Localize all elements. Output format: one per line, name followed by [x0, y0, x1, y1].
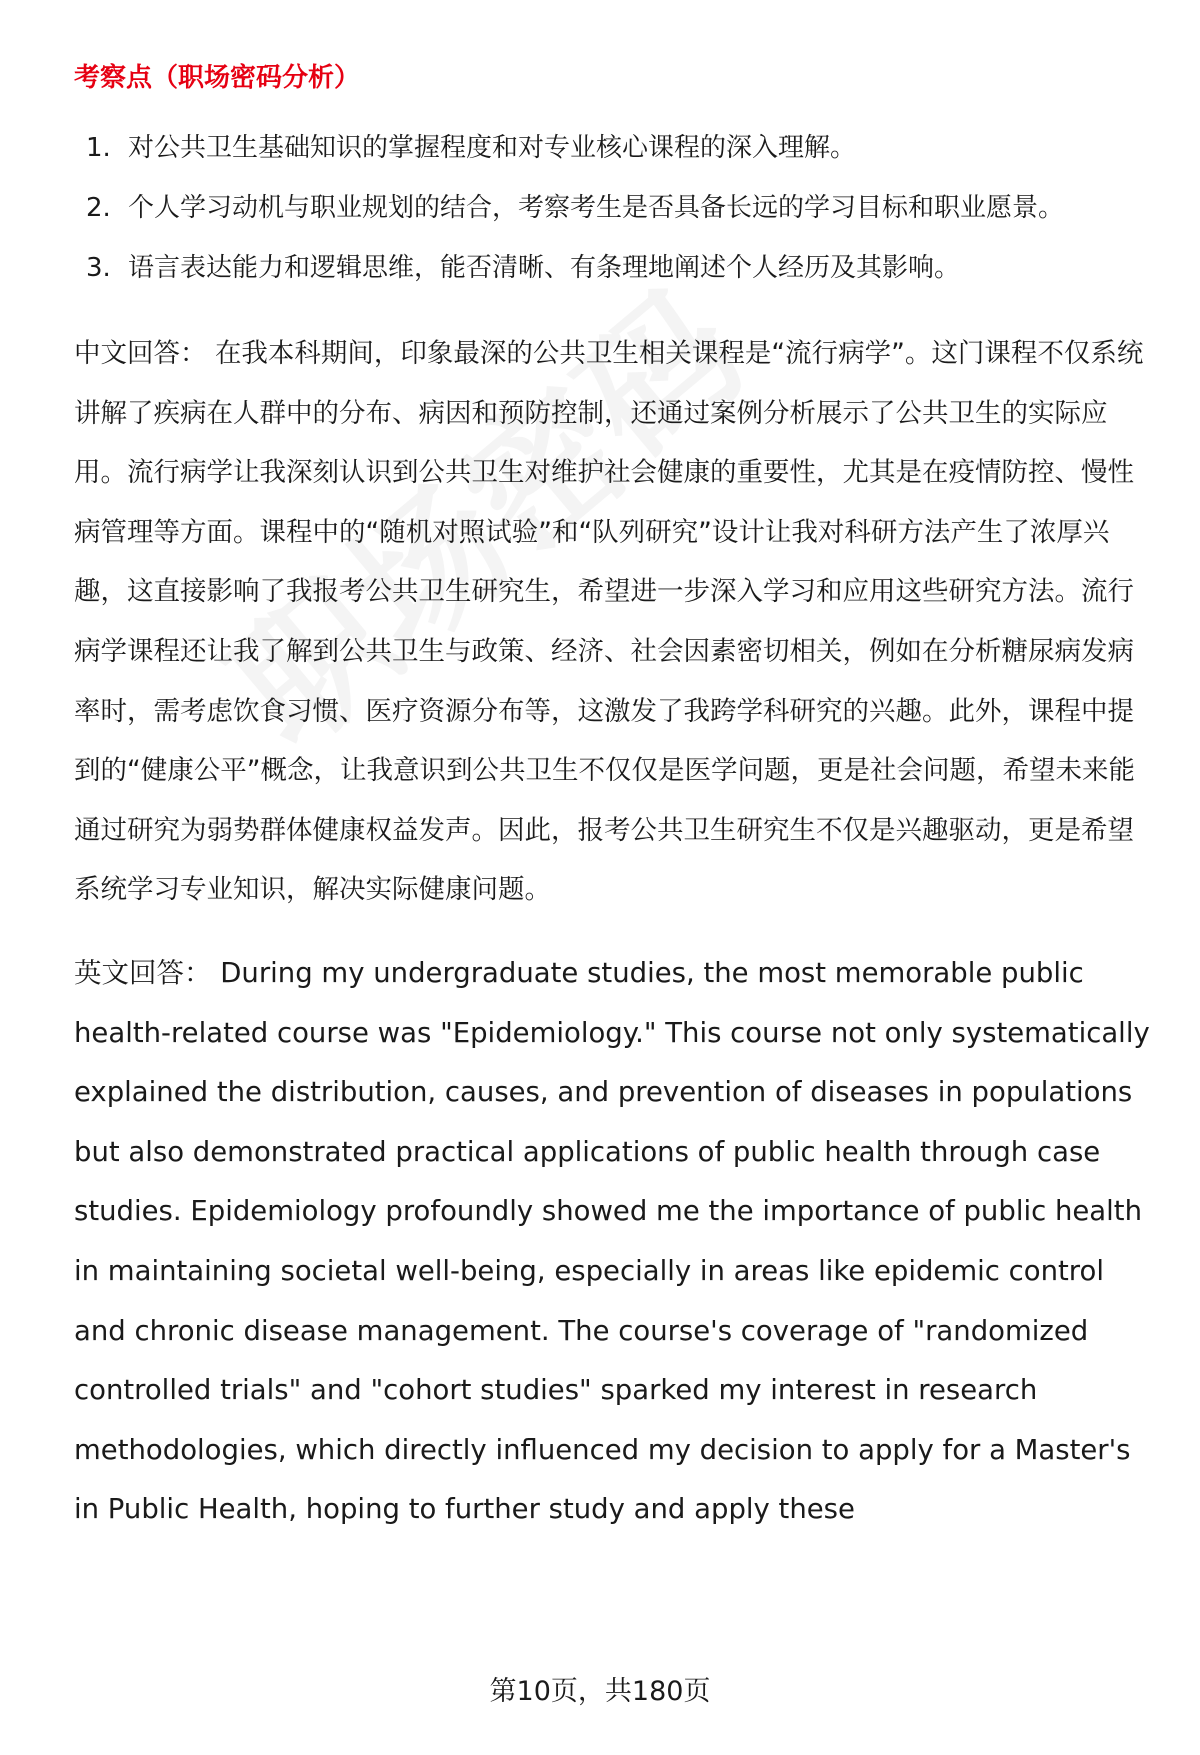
list-item [74, 118, 1160, 178]
list-item-number: 2. [86, 193, 111, 223]
list-item-text: 语言表达能力和逻辑思维，能否清晰、有条理地阐述个人经历及其影响。 [128, 253, 961, 283]
list-item-text: 个人学习动机与职业规划的结合，考察考生是否具备长远的学习目标和职业愿景。 [128, 193, 1065, 223]
chinese-answer-text: 在我本科期间，印象最深的公共卫生相关课程是“流行病学”。这门课程不仅系统讲解了疾病在人群中的分布、病因和预防控制，还通过案例分析展示了公共卫生的实际应用。流行病学让我深刻认识到公共卫生对维护社会健康的重要性，尤其是在疫情防控、慢性病管理等方面。课程中的“随机对照试验”和“队列研究”设计让我对科研方法产生了浓厚兴趣，这直接影响了我报考公共卫生研究生，希望进一步深入学习和应用这些研究方法。流行病学课程还让我了解到公共卫生与政策、经济、社会因素密切相关，例如在分析糖尿病发病率时，需考虑饮食习惯、医疗资源分布等，这激发了我跨学科研究的兴趣。此外，课程中提到的“健康公平”概念，让我意识到公共卫生不仅仅是医学问题，更是社会问题，希望未来能通过研究为弱势群体健康权益发声。因此，报考公共卫生研究生不仅是兴趣驱动，更是希望系统学习专业知识，解决实际健康问题。 [74, 338, 1144, 906]
document-body [74, 56, 1160, 1564]
english-answer-text: During my undergraduate studies, the most memorable public health-related course was "Epidemiology." This course not only systematically explained the distribution, causes, and prevention of diseases in populations but also demonstrated practical applications of public health through case studies. Epidemiology profoundly showed me the importance of public health in maintaining societal well-being, especially in areas like epidemic control and chronic disease management. The course's coverage of "randomized controlled trials" and "cohort studies" sparked my interest in research methodologies, which directly influenced my decision to apply for a Master's in Public Health, hoping to further study and apply these [74, 956, 1150, 1526]
chinese-answer-label: 中文回答： [74, 338, 207, 369]
chinese-answer [74, 324, 1160, 920]
english-answer [74, 944, 1160, 1540]
list-item-number: 3. [86, 253, 111, 283]
list-item [74, 178, 1160, 238]
section-heading: 考察点（职场密码分析） [74, 63, 361, 93]
list-item-number: 1. [86, 133, 111, 163]
page-number: 第10页，共180页 [489, 1676, 711, 1707]
english-answer-label: 英文回答： [74, 956, 212, 989]
list-item [74, 238, 1160, 298]
list-item-text: 对公共卫生基础知识的掌握程度和对专业核心课程的深入理解。 [128, 133, 857, 163]
key-points-list [74, 118, 1160, 298]
